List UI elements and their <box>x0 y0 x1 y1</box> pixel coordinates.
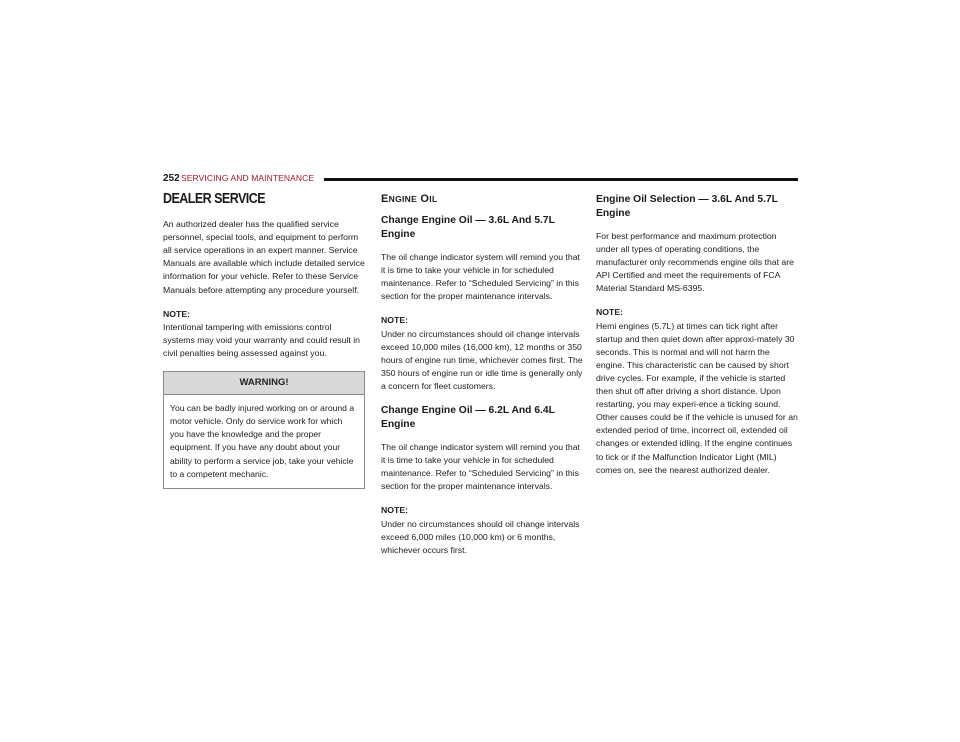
change-oil-62-64-note <box>381 504 583 556</box>
change-oil-36-57-note <box>381 314 583 393</box>
oil-selection-text: For best performance and maximum protection under all types of operating conditions, the manufacturer only recommends engine oils that are API Certified and meet the requirements of FCA Material Standard MS-6395. <box>596 231 794 294</box>
dealer-service-heading: DEALER SERVICE <box>163 191 266 207</box>
warning-box <box>163 371 365 489</box>
note-text: Under no circumstances should oil change intervals exceed 6,000 miles (10,000 km) or 6 months, whichever occurs first. <box>381 518 580 555</box>
change-oil-36-57-heading: Change Engine Oil — 3.6L And 5.7L Engine <box>381 215 555 241</box>
note-label: NOTE: <box>381 315 409 326</box>
note-label: NOTE: <box>596 307 624 318</box>
note-label: NOTE: <box>163 308 191 319</box>
change-oil-62-64-text: The oil change indicator system will remind you that it is time to take your vehicle in for scheduled maintenance. Refer to “Scheduled Servicing” in this section for the proper maintenance intervals. <box>381 442 580 492</box>
dealer-service-note <box>163 308 365 360</box>
note-text: Hemi engines (5.7L) at times can tick right after startup and then quiet down after approxi-mately 30 seconds. This is normal and will not harm the engine. This characteristic can be caused by short drive cycles. For example, if the vehicle is started then shut off after driving a short distance. Upon restarting, you may experi-ence a ticking sound. Other causes could be if the vehicle is unused for an extended period of time, incorrect oil, extended oil changes or extended idling. If the engine continues to tick or if the Malfunction Indicator Light (MIL) comes on, see the nearest authorized dealer. <box>596 320 798 475</box>
header-rule <box>324 178 798 181</box>
dealer-service-paragraph: An authorized dealer has the qualified service personnel, special tools, and equipment to perform all service operations in an expert manner. Service Manuals are available which include detailed service information for your vehicle. Refer to these Service Manuals before attempting any procedure yourself. <box>163 219 365 295</box>
change-oil-36-57-text: The oil change indicator system will remind you that it is time to take your vehicle in for scheduled maintenance. Refer to “Scheduled Servicing” in this section for the proper maintenance intervals. <box>381 252 580 302</box>
oil-selection-heading: Engine Oil Selection — 3.6L And 5.7L Engine <box>596 194 778 219</box>
column-3 <box>596 193 798 488</box>
note-text: Intentional tampering with emissions control systems may void your warranty and could result in civil penalties being assessed against you. <box>163 321 360 358</box>
note-text: Under no circumstances should oil change intervals exceed 10,000 miles (16,000 km), 12 months or 350 hours of engine run time, whichever comes first. The 350 hours of engine run or idle time is generally only a concern for fleet customers. <box>381 328 583 391</box>
column-1 <box>163 193 365 489</box>
note-label: NOTE: <box>381 505 409 516</box>
engine-oil-heading: ENGINE OIL <box>381 193 438 205</box>
oil-selection-note <box>596 306 798 476</box>
change-oil-62-64-heading: Change Engine Oil — 6.2L And 6.4L Engine <box>381 405 555 431</box>
section-title: SERVICING AND MAINTENANCE <box>181 173 315 183</box>
page-header <box>163 173 798 187</box>
page-number: 252 <box>163 173 180 184</box>
warning-title: WARNING! <box>164 372 364 395</box>
column-2 <box>381 193 583 568</box>
warning-text: You can be badly injured working on or around a motor vehicle. Only do service work for which you have the knowledge and the proper equipment. If you have any doubt about your ability to perform a service job, take your vehicle to a competent mechanic. <box>170 403 355 479</box>
